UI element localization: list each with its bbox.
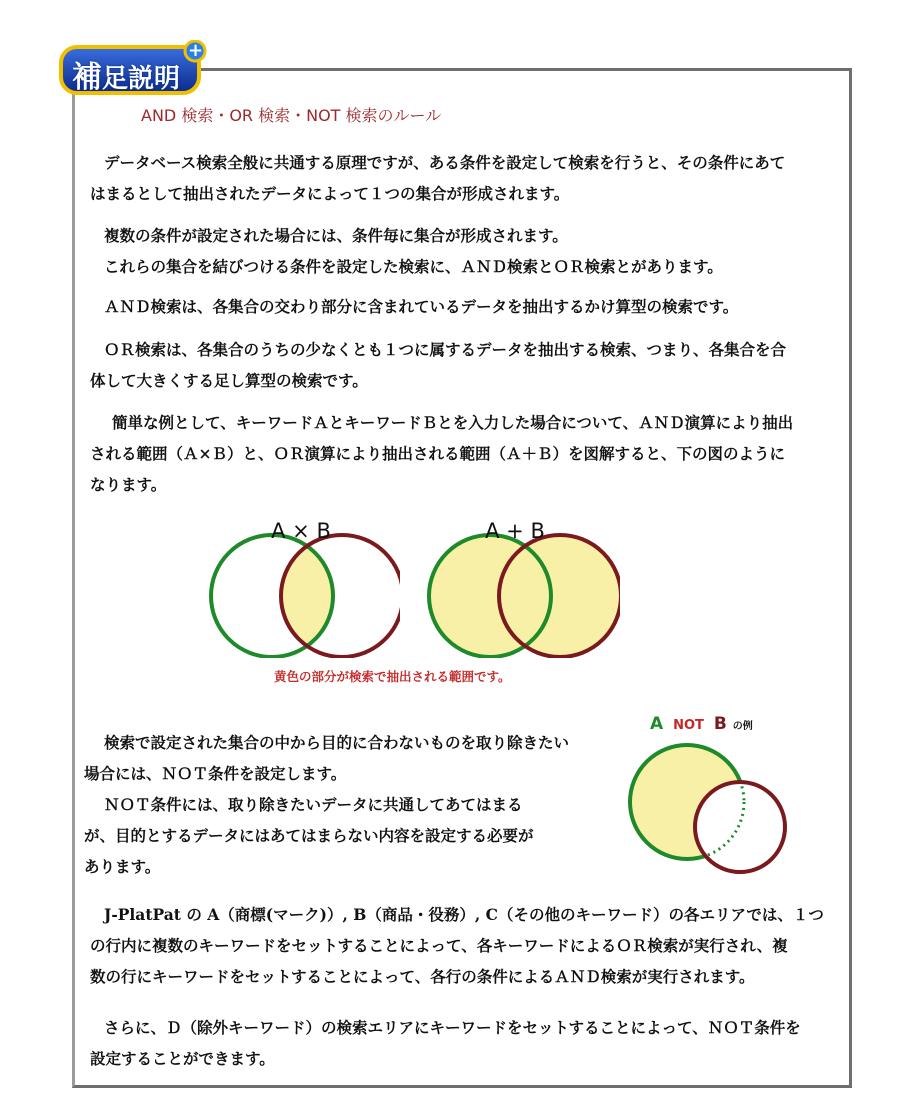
paragraph-4: ＯＲ検索は、各集合のうちの少なくとも１つに属するデータを抽出する検索、つまり、各集合を合 体して大きくする足し算型の検索です。 [90,340,787,390]
or-venn-diagram [420,508,620,658]
paragraph-7: J-PlatPat の A（商標(マーク)）, B（商品・役務）, C（その他のキーワード）の各エリアでは、１つ の行内に複数のキーワードをセットすることによって、各キーワードによるＯＲ検索が実行され、複 数の行にキーワードをセットすることによって、各行の条件によるＡＮＤ検索が実行されます。 [90,905,824,986]
and-label: A × B [271,519,331,543]
venn-caption: 黄色の部分が検索で抽出される範囲です。 [274,669,511,684]
and-venn-diagram [200,508,400,658]
badge-plus: + [188,40,204,61]
paragraph-5: 簡単な例として、キーワードＡとキーワードＢとを入力した場合について、ＡＮＤ演算により抽出 される範囲（Ａ×Ｂ）と、ＯＲ演算により抽出される範囲（Ａ＋Ｂ）を図解すると、下の図のように なります。 [90,413,794,494]
or-label: A + B [485,519,545,543]
badge-label: 補足説明 [72,60,181,95]
not-a-label: A [650,714,664,734]
paragraph-3: ＡＮＤ検索は、各集合の交わり部分に含まれているデータを抽出するかけ算型の検索です。 [104,297,739,316]
page-subtitle: AND 検索・OR 検索・NOT 検索のルール [141,106,442,125]
paragraph-1: データベース検索全般に共通する原理ですが、ある条件を設定して検索を行うと、その条件にあて はまるとして抽出されたデータによって１つの集合が形成されます。 [90,153,786,203]
not-venn-diagram [620,705,795,885]
not-word-label: NOT [673,718,704,733]
not-b-label: B [713,714,727,734]
not-suffix-label: の例 [732,721,753,732]
paragraph-8: さらに、Ｄ（除外キーワード）の検索エリアにキーワードをセットすることによって、ＮＯＴ条件を 設定することができます。 [90,1018,801,1068]
svg-text:A NOT B の例 [650,714,753,734]
paragraph-6: 検索で設定された集合の中から目的に合わないものを取り除きたい 場合には、ＮＯＴ条件を設定します。 ＮＯＴ条件には、取り除きたいデータに共通してあてはまる が、目的とするデータにはあてはまらない内容を設定する必要が あります。 [84,733,570,876]
paragraph-2: 複数の条件が設定された場合には、条件毎に集合が形成されます。 これらの集合を結びつける条件を設定した検索に、ＡＮＤ検索とＯＲ検索とがあります。 [104,226,723,276]
